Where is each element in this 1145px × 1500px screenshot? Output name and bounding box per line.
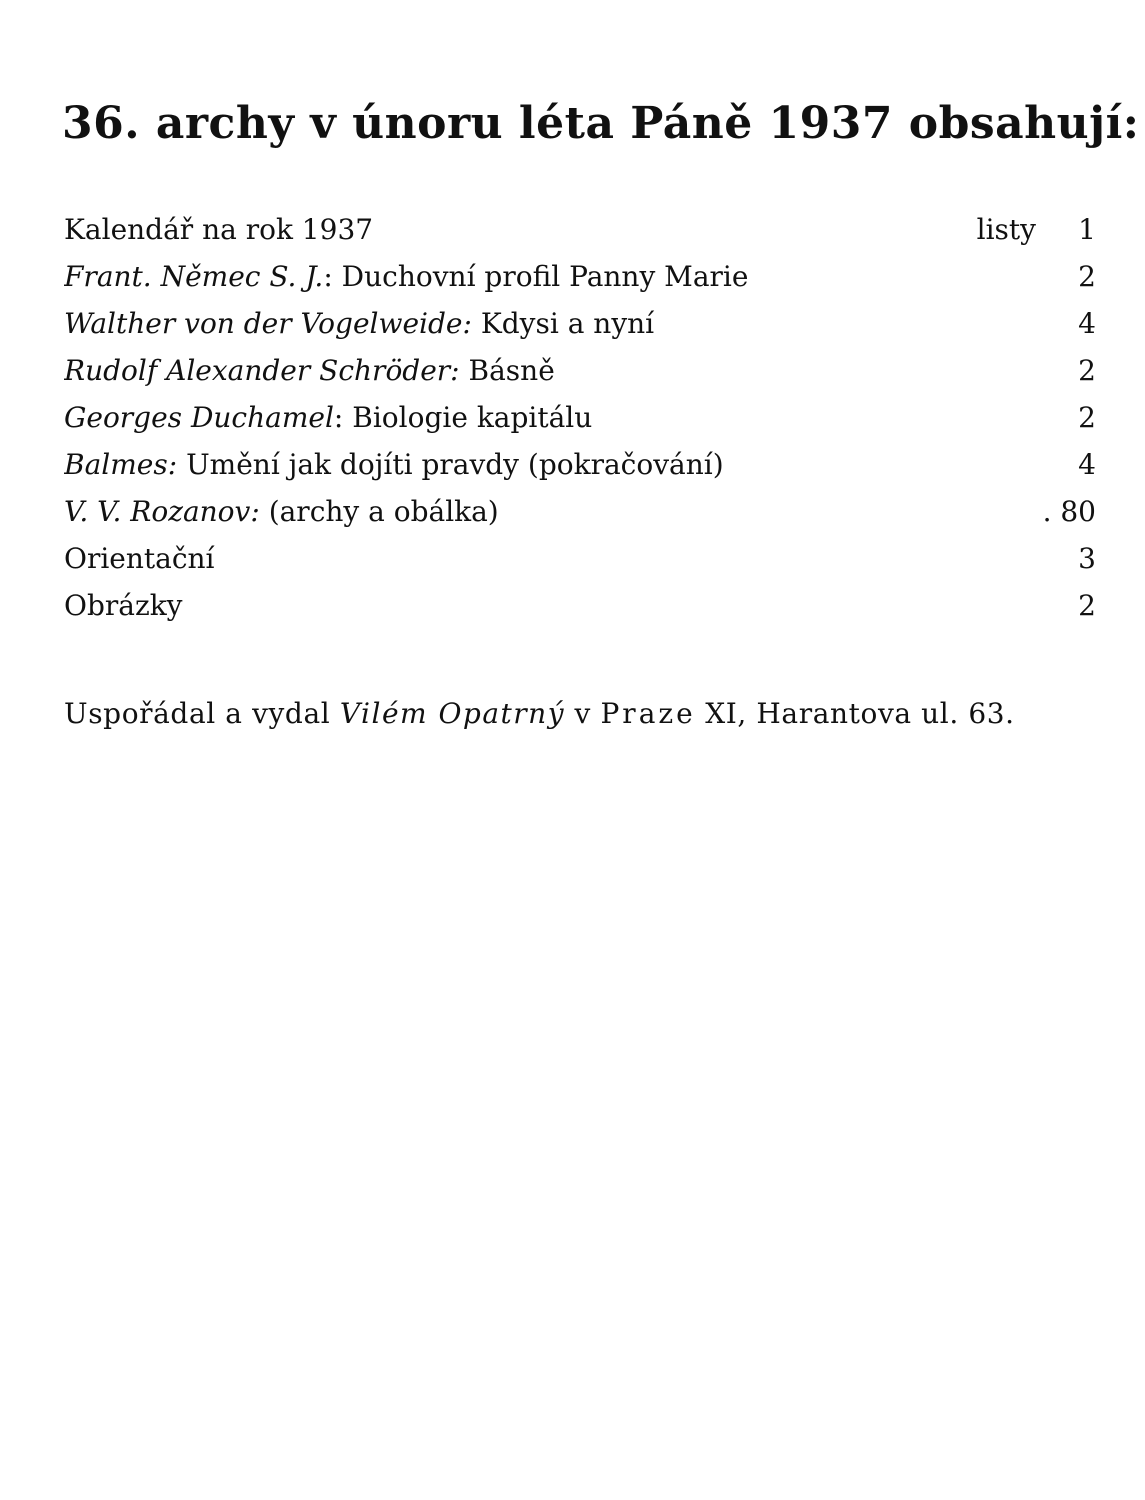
toc-separator: : (323, 260, 342, 293)
toc-work: Umění jak dojíti pravdy (pokračování) (186, 448, 724, 481)
toc-separator (177, 448, 186, 481)
toc-work: Obrázky (64, 589, 183, 622)
publisher-imprint (64, 690, 1104, 737)
toc-author: Rudolf Alexander Schröder: (64, 354, 460, 387)
toc-entry (64, 535, 1072, 582)
toc-row-calendar (64, 206, 1096, 253)
toc-work: Duchovní profil Panny Marie (341, 260, 749, 293)
page-title: 36. archy v únoru léta Páně 1937 obsahují: (62, 98, 1140, 149)
toc-row-obrazky (64, 582, 1096, 629)
toc-entry (64, 253, 1072, 300)
table-of-contents (64, 206, 1096, 629)
toc-count: 4 (1078, 307, 1096, 340)
toc-author: Balmes: (64, 448, 178, 481)
toc-count: 2 (1078, 401, 1096, 434)
toc-count: 2 (1078, 260, 1096, 293)
toc-work: Biologie kapitálu (352, 401, 593, 434)
toc-separator (460, 354, 469, 387)
toc-separator (260, 495, 269, 528)
toc-count: 1 (1078, 213, 1096, 246)
toc-author: Walther von der Vogelweide: (64, 307, 472, 340)
publisher-address: XI, Harantova ul. 63. (695, 697, 1015, 730)
toc-count: . 80 (1042, 495, 1096, 528)
toc-count: 2 (1078, 589, 1096, 622)
toc-row-schroder (64, 347, 1096, 394)
publisher-prefix: Uspořádal a vydal (64, 697, 340, 730)
toc-work: Kdysi a nyní (480, 307, 655, 340)
toc-entry (64, 206, 977, 253)
toc-work: Básně (468, 354, 555, 387)
toc-row-duchamel (64, 394, 1096, 441)
toc-entry (64, 441, 1072, 488)
toc-count: 3 (1078, 542, 1096, 575)
toc-row-nemec (64, 253, 1096, 300)
toc-row-vogelweide (64, 300, 1096, 347)
toc-row-balmes (64, 441, 1096, 488)
toc-entry (64, 394, 1072, 441)
toc-count: 2 (1078, 354, 1096, 387)
toc-author: Georges Duchamel (64, 401, 334, 434)
toc-separator (472, 307, 481, 340)
toc-row-orientacni (64, 535, 1096, 582)
publisher-city: Praze (600, 697, 696, 730)
toc-work: (archy a obálka) (268, 495, 499, 528)
toc-work: Orientační (64, 542, 215, 575)
toc-count: 4 (1078, 448, 1096, 481)
toc-entry (64, 347, 1072, 394)
toc-row-rozanov (64, 488, 1096, 535)
toc-separator: : (333, 401, 353, 434)
toc-author: V. V. Rozanov: (64, 495, 260, 528)
toc-entry (64, 488, 1043, 535)
publisher-mid: v (565, 697, 601, 730)
toc-work: Kalendář na rok 1937 (64, 213, 374, 246)
publisher-editor: Vilém Opatrný (339, 697, 566, 730)
toc-unit-label: listy (976, 213, 1036, 246)
toc-entry (64, 300, 1072, 347)
toc-entry (64, 582, 1072, 629)
toc-author: Frant. Němec S. J. (64, 260, 324, 293)
